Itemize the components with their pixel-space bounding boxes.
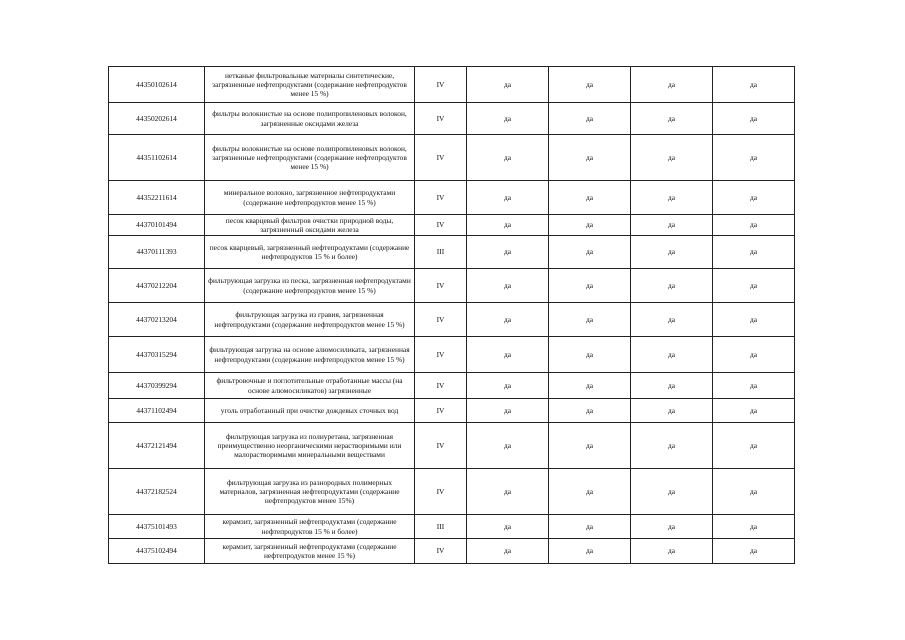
- flag-cell-1: да: [467, 337, 549, 373]
- waste-code-cell: 44372182524: [109, 469, 205, 515]
- flag-cell-2: да: [549, 303, 631, 337]
- flag-cell-4: да: [713, 67, 795, 103]
- table-row: [109, 423, 795, 469]
- waste-name-cell: керамзит, загрязненный нефтепродуктами (содержание нефтепродуктов менее 15 %): [205, 539, 415, 564]
- table-row: [109, 135, 795, 181]
- flag-cell-4: да: [713, 215, 795, 236]
- flag-cell-4: да: [713, 373, 795, 399]
- table-row: [109, 539, 795, 564]
- hazard-class-cell: IV: [415, 269, 467, 303]
- table-row: [109, 67, 795, 103]
- waste-name-cell: фильтры волокнистые на основе полипропиленовых волокон, загрязненные нефтепродуктами (содержание нефтепродуктов менее 15 %): [205, 135, 415, 181]
- waste-code-cell: 44372121494: [109, 423, 205, 469]
- flag-cell-4: да: [713, 181, 795, 215]
- flag-cell-2: да: [549, 181, 631, 215]
- flag-cell-1: да: [467, 181, 549, 215]
- waste-name-cell: фильтрующая загрузка из гравия, загрязненная нефтепродуктами (содержание нефтепродуктов менее 15 %): [205, 303, 415, 337]
- flag-cell-3: да: [631, 337, 713, 373]
- flag-cell-1: да: [467, 67, 549, 103]
- flag-cell-1: да: [467, 423, 549, 469]
- flag-cell-4: да: [713, 423, 795, 469]
- table-row: [109, 515, 795, 539]
- flag-cell-1: да: [467, 215, 549, 236]
- flag-cell-4: да: [713, 303, 795, 337]
- hazard-class-cell: IV: [415, 103, 467, 135]
- waste-name-cell: уголь отработанный при очистке дождевых сточных вод: [205, 399, 415, 423]
- flag-cell-2: да: [549, 373, 631, 399]
- flag-cell-3: да: [631, 423, 713, 469]
- flag-cell-1: да: [467, 303, 549, 337]
- flag-cell-3: да: [631, 469, 713, 515]
- waste-name-cell: фильтры волокнистые на основе полипропиленовых волокон, загрязненные оксидами железа: [205, 103, 415, 135]
- waste-name-cell: песок кварцевый фильтров очистки природной воды, загрязненный оксидами железа: [205, 215, 415, 236]
- waste-code-cell: 44350102614: [109, 67, 205, 103]
- table-row: [109, 181, 795, 215]
- flag-cell-1: да: [467, 135, 549, 181]
- waste-name-cell: минеральное волокно, загрязненное нефтепродуктами (содержание нефтепродуктов менее 15 %): [205, 181, 415, 215]
- flag-cell-4: да: [713, 515, 795, 539]
- flag-cell-1: да: [467, 236, 549, 269]
- flag-cell-3: да: [631, 269, 713, 303]
- hazard-class-cell: IV: [415, 67, 467, 103]
- table-row: [109, 215, 795, 236]
- waste-code-cell: 44350202614: [109, 103, 205, 135]
- flag-cell-3: да: [631, 236, 713, 269]
- flag-cell-3: да: [631, 103, 713, 135]
- waste-code-cell: 44370213204: [109, 303, 205, 337]
- flag-cell-3: да: [631, 135, 713, 181]
- flag-cell-1: да: [467, 399, 549, 423]
- flag-cell-1: да: [467, 539, 549, 564]
- waste-code-cell: 44370101494: [109, 215, 205, 236]
- flag-cell-2: да: [549, 103, 631, 135]
- waste-table-body: [109, 67, 795, 564]
- flag-cell-2: да: [549, 67, 631, 103]
- flag-cell-1: да: [467, 373, 549, 399]
- flag-cell-4: да: [713, 539, 795, 564]
- flag-cell-4: да: [713, 103, 795, 135]
- waste-name-cell: фильтровочные и поглотительные отработанные массы (на основе алюмосиликатов) загрязненные: [205, 373, 415, 399]
- table-row: [109, 103, 795, 135]
- waste-name-cell: керамзит, загрязненный нефтепродуктами (содержание нефтепродуктов 15 % и более): [205, 515, 415, 539]
- table-row: [109, 236, 795, 269]
- flag-cell-4: да: [713, 269, 795, 303]
- flag-cell-3: да: [631, 515, 713, 539]
- hazard-class-cell: IV: [415, 135, 467, 181]
- hazard-class-cell: IV: [415, 399, 467, 423]
- waste-code-cell: 44370212204: [109, 269, 205, 303]
- waste-name-cell: нетканые фильтровальные материалы синтетические, загрязненные нефтепродуктами (содержание нефтепродуктов менее 15 %): [205, 67, 415, 103]
- hazard-class-cell: III: [415, 236, 467, 269]
- flag-cell-2: да: [549, 399, 631, 423]
- table-row: [109, 269, 795, 303]
- flag-cell-1: да: [467, 515, 549, 539]
- hazard-class-cell: IV: [415, 215, 467, 236]
- flag-cell-4: да: [713, 135, 795, 181]
- flag-cell-3: да: [631, 215, 713, 236]
- waste-code-cell: 44351102614: [109, 135, 205, 181]
- waste-name-cell: песок кварцевый, загрязненный нефтепродуктами (содержание нефтепродуктов 15 % и более): [205, 236, 415, 269]
- waste-table: [108, 66, 795, 564]
- hazard-class-cell: IV: [415, 539, 467, 564]
- table-row: [109, 399, 795, 423]
- flag-cell-2: да: [549, 423, 631, 469]
- hazard-class-cell: IV: [415, 373, 467, 399]
- table-row: [109, 337, 795, 373]
- hazard-class-cell: III: [415, 515, 467, 539]
- waste-code-cell: 44375101493: [109, 515, 205, 539]
- flag-cell-2: да: [549, 269, 631, 303]
- waste-code-cell: 44370111393: [109, 236, 205, 269]
- flag-cell-3: да: [631, 67, 713, 103]
- flag-cell-4: да: [713, 399, 795, 423]
- flag-cell-2: да: [549, 215, 631, 236]
- flag-cell-1: да: [467, 469, 549, 515]
- waste-name-cell: фильтрующая загрузка из полиуретана, загрязненная преимущественно неорганическими нерастворимыми или малорастворимыми минеральными веществами: [205, 423, 415, 469]
- flag-cell-2: да: [549, 515, 631, 539]
- flag-cell-2: да: [549, 469, 631, 515]
- flag-cell-3: да: [631, 303, 713, 337]
- flag-cell-4: да: [713, 469, 795, 515]
- flag-cell-2: да: [549, 236, 631, 269]
- hazard-class-cell: IV: [415, 423, 467, 469]
- hazard-class-cell: IV: [415, 303, 467, 337]
- waste-code-cell: 44352211614: [109, 181, 205, 215]
- hazard-class-cell: IV: [415, 181, 467, 215]
- hazard-class-cell: IV: [415, 469, 467, 515]
- flag-cell-4: да: [713, 236, 795, 269]
- flag-cell-3: да: [631, 373, 713, 399]
- waste-name-cell: фильтрующая загрузка из разнородных полимерных материалов, загрязненная нефтепродуктами (содержание нефтепродуктов менее 15%): [205, 469, 415, 515]
- flag-cell-1: да: [467, 269, 549, 303]
- waste-code-cell: 44370399294: [109, 373, 205, 399]
- flag-cell-2: да: [549, 337, 631, 373]
- flag-cell-3: да: [631, 399, 713, 423]
- table-row: [109, 303, 795, 337]
- flag-cell-3: да: [631, 181, 713, 215]
- waste-code-cell: 44371102494: [109, 399, 205, 423]
- waste-code-cell: 44375102494: [109, 539, 205, 564]
- flag-cell-2: да: [549, 135, 631, 181]
- table-row: [109, 373, 795, 399]
- flag-cell-3: да: [631, 539, 713, 564]
- waste-code-cell: 44370315294: [109, 337, 205, 373]
- flag-cell-2: да: [549, 539, 631, 564]
- table-row: [109, 469, 795, 515]
- flag-cell-1: да: [467, 103, 549, 135]
- flag-cell-4: да: [713, 337, 795, 373]
- hazard-class-cell: IV: [415, 337, 467, 373]
- waste-name-cell: фильтрующая загрузка на основе алюмосиликата, загрязненная нефтепродуктами (содержание нефтепродуктов менее 15 %): [205, 337, 415, 373]
- waste-name-cell: фильтрующая загрузка из песка, загрязненная нефтепродуктами (содержание нефтепродуктов менее 15 %): [205, 269, 415, 303]
